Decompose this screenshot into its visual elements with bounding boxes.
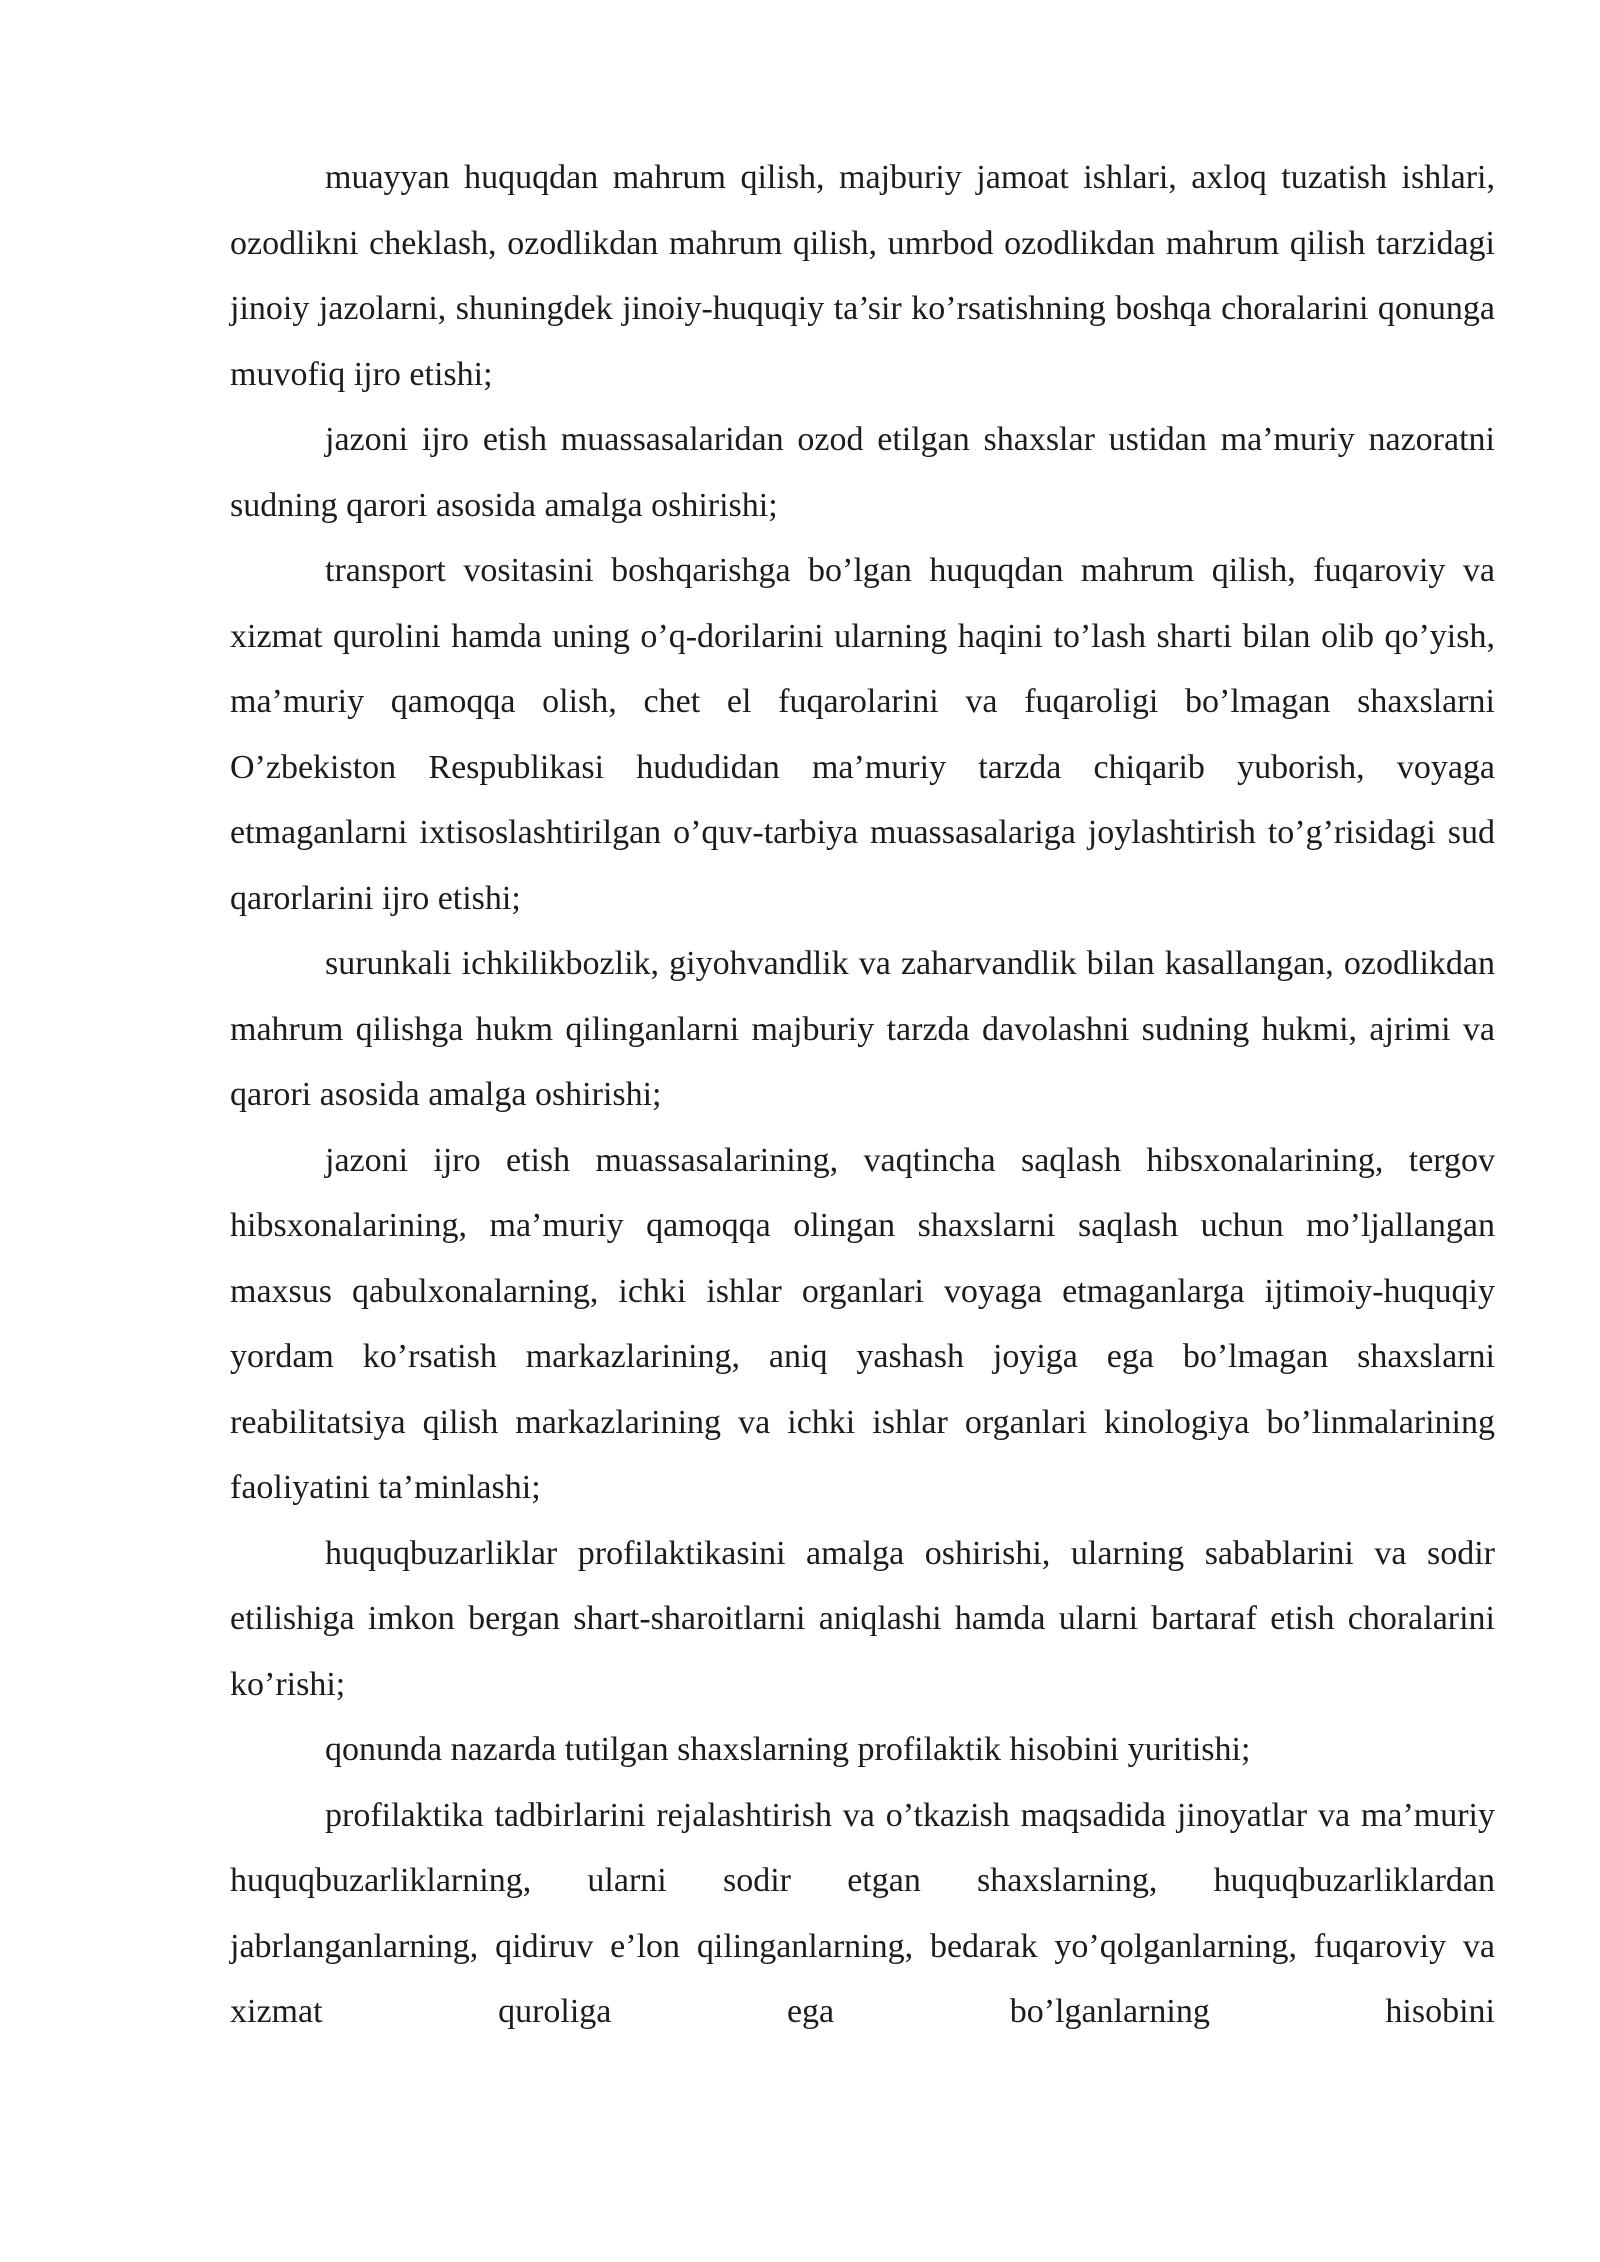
- paragraph-planning-records: profilaktika tadbirlarini rejalashtirish va o’tkazish maqsadida jinoyatlar va ma’muriy huquqbuzarliklarning, ularni sodir etgan shaxslarning, huquqbuzarliklardan jabrlanganlarning, qidiruv e’lon qilinganlarning, bedarak yo’qolganlarning, fuqaroviy va xizmat quroliga ega bo’lganlarning hisobini: [230, 1796, 1495, 2030]
- paragraph-court-decisions: transport vositasini boshqarishga bo’lgan huquqdan mahrum qilish, fuqaroviy va xizmat qurolini hamda uning o’q-dorilarini ularning haqini to’lash sharti bilan olib qo’yish, ma’muriy qamoqqa olish, chet el fuqarolarini va fuqaroligi bo’lmagan shaxslarni O’zbekiston Respublikasi hududidan ma’muriy tarzda chiqarib yuborish, voyaga etmaganlarni ixtisoslashtirilgan o’quv-tarbiya muassasalariga joylashtirish to’g’risidagi sud qarorlarini ijro etishi;: [230, 552, 1495, 917]
- paragraph-criminal-punishments: muayyan huquqdan mahrum qilish, majburiy jamoat ishlari, axloq tuzatish ishlari, ozodlikni cheklash, ozodlikdan mahrum qilish, umrbod ozodlikdan mahrum qilish tarzidagi jinoiy jazolarni, shuningdek jinoiy-huquqiy ta’sir ko’rsatishning boshqa choralarini qonunga muvofiq ijro etishi;: [230, 159, 1495, 393]
- paragraph-administrative-supervision: jazoni ijro etish muassasalaridan ozod etilgan shaxslar ustidan ma’muriy nazoratni sudning qarori asosida amalga oshirishi;: [230, 421, 1495, 524]
- paragraph-compulsory-treatment: surunkali ichkilikbozlik, giyohvandlik va zaharvandlik bilan kasallangan, ozodlikdan mahrum qilishga hukm qilinganlarni majburiy tarzda davolashni sudning hukmi, ajrimi va qarori asosida amalga oshirishi;: [230, 945, 1495, 1113]
- document-page: [230, 145, 1495, 2045]
- paragraph-offense-prevention: huquqbuzarliklar profilaktikasini amalga oshirishi, ularning sabablarini va sodir etilishiga imkon bergan shart-sharoitlarni aniqlashi hamda ularni bartaraf etish choralarini ko’rishi;: [230, 1534, 1495, 1703]
- paragraph-institution-support: jazoni ijro etish muassasalarining, vaqtincha saqlash hibsxonalarining, tergov hibsxonalarining, ma’muriy qamoqqa olingan shaxslarni saqlash uchun mo’ljallangan maxsus qabulxonalarning, ichki ishlar organlari voyaga etmaganlarga ijtimoiy-huquqiy yordam ko’rsatish markazlarining, aniq yashash joyiga ega bo’lmagan shaxslarni reabilitatsiya qilish markazlarining va ichki ishlar organlari kinologiya bo’linmalarining faoliyatini ta’minlashi;: [230, 1141, 1495, 1506]
- paragraph-preventive-registry: qonunda nazarda tutilgan shaxslarning profilaktik hisobini yuritishi;: [325, 1731, 1251, 1768]
